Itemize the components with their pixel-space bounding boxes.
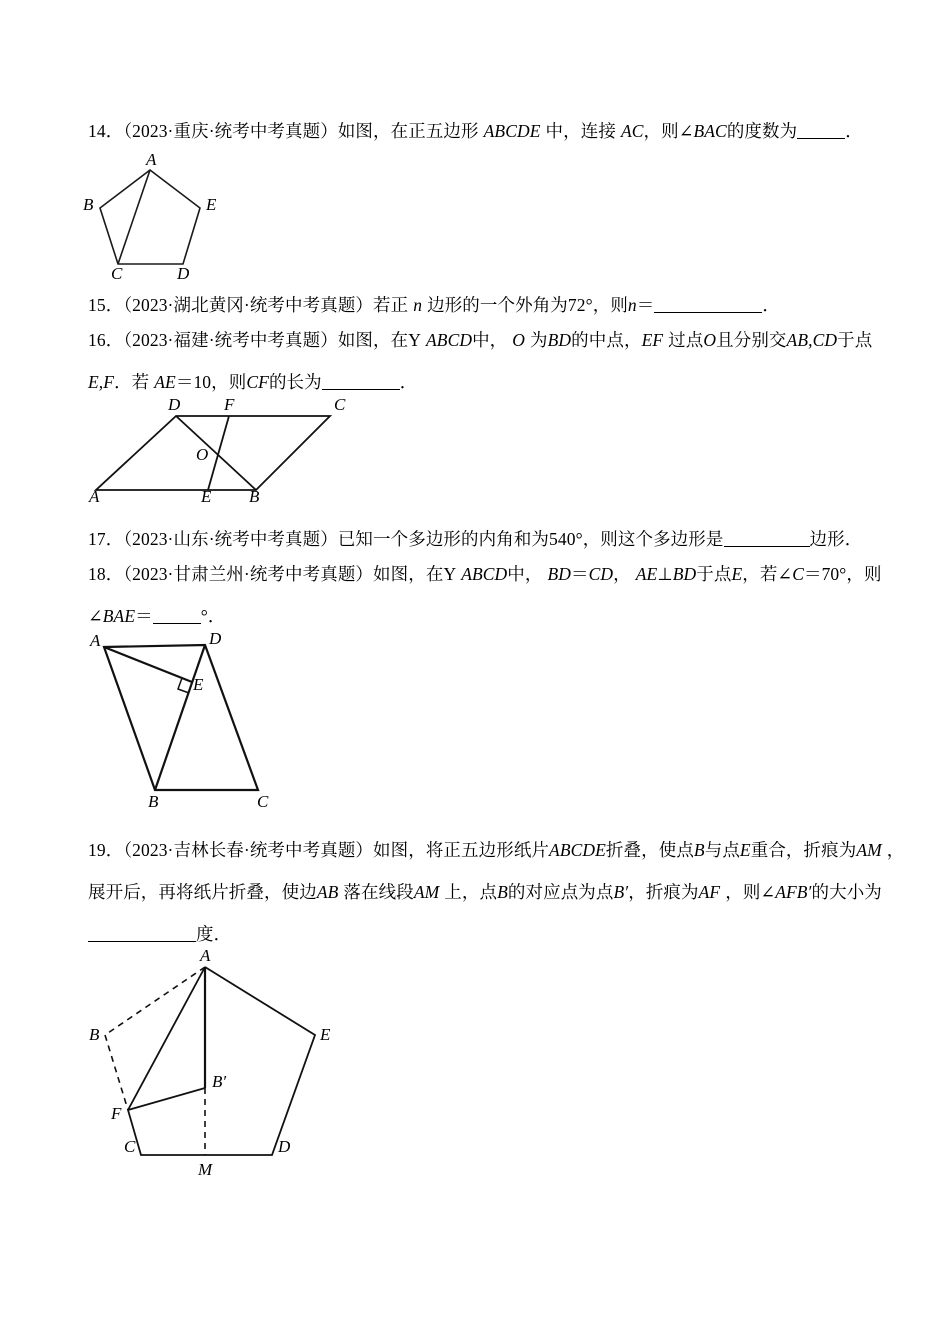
pentagon-folded-outline xyxy=(128,967,315,1155)
question-16 xyxy=(88,323,878,399)
figure-q18-parallelogram xyxy=(88,629,288,811)
question-18-math-cd: CD xyxy=(588,564,614,584)
vertex-label-M: M xyxy=(198,1160,213,1179)
vertex-label-B-prime: B′ xyxy=(212,1072,227,1091)
question-19-math-e: E xyxy=(739,840,751,860)
question-16-text-4: 的中点， xyxy=(571,330,642,350)
question-19-text-3: 与点 xyxy=(704,840,740,860)
vertex-label-B: B xyxy=(249,487,260,506)
question-15-math-n: n xyxy=(413,295,423,315)
question-16-source: （2023·福建·统考中考真题） xyxy=(123,330,338,350)
question-16-math-abcd-pair: AB,CD xyxy=(786,330,838,350)
question-18-angle-c-value: ＝70° xyxy=(803,564,847,584)
question-17-source: （2023·山东·统考中考真题） xyxy=(123,529,338,549)
pentagon-outline xyxy=(100,170,200,264)
question-17-number: 17． xyxy=(88,529,124,549)
question-19-answer-blank[interactable] xyxy=(88,941,196,942)
question-15-math-n2: n xyxy=(627,295,637,315)
vertex-label-D: D xyxy=(177,264,190,283)
vertex-label-C: C xyxy=(124,1137,136,1156)
diagonal-BD xyxy=(155,645,205,790)
question-16-math-bd: BD xyxy=(547,330,572,350)
question-15-text-2: 边形的一个外角为 xyxy=(427,295,568,315)
question-18-math-c: C xyxy=(792,564,804,584)
question-17-value-540: 540° xyxy=(549,529,583,549)
question-16-answer-blank[interactable] xyxy=(322,389,400,390)
vertex-label-E: E xyxy=(193,675,204,694)
question-18-text-2: 中， xyxy=(507,564,543,584)
question-16-line-1 xyxy=(88,323,878,357)
vertex-label-A: A xyxy=(89,487,100,506)
question-19-math-afb-prime: AFB′ xyxy=(775,882,812,902)
question-18-math-bd: BD xyxy=(547,564,572,584)
question-18-text-3: ， xyxy=(613,564,631,584)
question-18-degree-unit: °． xyxy=(200,606,226,626)
vertex-label-E: E xyxy=(320,1025,331,1044)
question-15-line-1 xyxy=(88,288,878,322)
question-15-value-72: 72° xyxy=(567,295,593,315)
perpendicular-symbol: ⊥ xyxy=(657,564,673,584)
question-14-number: 14． xyxy=(88,121,124,141)
question-19-line-1 xyxy=(88,833,905,867)
question-18 xyxy=(88,557,882,633)
question-19 xyxy=(88,833,905,951)
question-15 xyxy=(88,288,878,322)
question-18-line2-equals: ＝ xyxy=(135,606,153,626)
vertex-label-E: E xyxy=(201,487,212,506)
question-19-line2-text-6: ，则∠ xyxy=(725,882,776,902)
question-16-math-ae: AE xyxy=(154,372,176,392)
question-18-line-2 xyxy=(88,599,878,633)
question-18-line2-angle: ∠ xyxy=(88,606,103,626)
question-18-math-ae: AE xyxy=(635,564,658,584)
question-14-period: ． xyxy=(845,121,863,141)
figure-q16-parallelogram xyxy=(88,395,358,506)
vertex-label-B: B xyxy=(148,792,159,811)
question-19-math-b-prime: B′ xyxy=(613,882,629,902)
question-14-text-1: 如图，在正五边形 xyxy=(337,121,479,141)
vertex-label-F: F xyxy=(224,395,235,414)
question-19-math-b-2: B xyxy=(497,882,508,902)
question-19-math-abcde: ABCDE xyxy=(549,840,606,860)
question-16-line2-text-3: 的长为 xyxy=(268,372,322,392)
question-16-period: ． xyxy=(399,372,418,392)
question-19-math-af: AF xyxy=(698,882,721,902)
question-15-text-3: ，则 xyxy=(592,295,628,315)
question-16-line-2 xyxy=(88,365,878,399)
question-14-text-4: 的度数为 xyxy=(726,121,798,141)
question-18-math-bae: BAE xyxy=(102,606,136,626)
question-18-text-4: 于点 xyxy=(696,564,732,584)
question-19-line2-text-1: 展开后，再将纸片折叠，使边 xyxy=(88,882,317,902)
question-16-math-ef: EF xyxy=(641,330,664,350)
question-18-line-1 xyxy=(88,557,882,591)
diagonal-AC xyxy=(118,170,150,264)
question-19-math-ab: AB xyxy=(316,882,339,902)
question-19-line-2 xyxy=(88,875,882,909)
question-18-source: （2023·甘肃兰州·统考中考真题） xyxy=(123,564,374,584)
question-14-text-3: ，则∠ xyxy=(643,121,694,141)
dashed-edge-AB xyxy=(105,967,205,1035)
question-16-math-abcd: ABCD xyxy=(425,330,473,350)
question-19-text-1: 如图，将正五边形纸片 xyxy=(373,840,550,860)
vertex-label-D: D xyxy=(278,1137,291,1156)
parallelogram-symbol: Y xyxy=(443,564,457,584)
figure-q14-pentagon xyxy=(78,150,268,283)
vertex-label-E: E xyxy=(206,195,217,214)
question-18-math-abcd: ABCD xyxy=(461,564,508,584)
vertex-label-A: A xyxy=(146,150,157,169)
question-14-math-ac: AC xyxy=(620,121,644,141)
vertex-label-A: A xyxy=(90,631,101,650)
question-15-answer-blank[interactable] xyxy=(654,312,762,313)
question-19-text-4: 重合，折痕为 xyxy=(750,840,857,860)
question-16-math-cf: CF xyxy=(246,372,269,392)
question-16-math-ef-pair: E,F xyxy=(88,372,115,392)
dashed-edge-BF xyxy=(105,1035,128,1110)
question-19-text-2: 折叠，使点 xyxy=(605,840,694,860)
question-14-source: （2023·重庆·统考中考真题） xyxy=(123,121,338,141)
question-14-math-abcde: ABCDE xyxy=(483,121,541,141)
question-19-source: （2023·吉林长春·统考中考真题） xyxy=(123,840,374,860)
question-17-line-1 xyxy=(88,522,878,556)
question-14 xyxy=(88,114,878,148)
figure-q19-folded-pentagon xyxy=(88,948,348,1183)
question-16-text-7: 于点 xyxy=(837,330,873,350)
question-19-line2-text-3: 上，点 xyxy=(444,882,498,902)
question-16-text-2: 中， xyxy=(472,330,508,350)
vertex-label-D: D xyxy=(168,395,181,414)
vertex-label-D: D xyxy=(209,629,222,648)
question-15-number: 15． xyxy=(88,295,124,315)
question-18-math-e: E xyxy=(731,564,743,584)
question-19-math-b: B xyxy=(693,840,705,860)
vertex-label-F: F xyxy=(111,1104,122,1123)
question-17 xyxy=(88,522,878,556)
question-18-text-6: ，则 xyxy=(846,564,882,584)
vertex-label-A: A xyxy=(200,946,211,965)
question-17-text-1: 已知一个多边形的内角和为 xyxy=(337,529,550,549)
question-19-degree-unit: 度． xyxy=(196,924,232,944)
question-17-text-3: 边形． xyxy=(809,529,863,549)
question-16-text-1: 如图，在 xyxy=(337,330,409,350)
question-16-number: 16． xyxy=(88,330,124,350)
question-14-line-1 xyxy=(88,114,878,148)
question-16-ae-value: ＝10 xyxy=(175,372,212,392)
question-16-math-o: O xyxy=(512,330,526,350)
question-18-number: 18． xyxy=(88,564,124,584)
question-15-source: （2023·湖北黄冈·统考中考真题） xyxy=(123,295,374,315)
question-18-answer-blank[interactable] xyxy=(153,623,201,624)
question-15-period: ． xyxy=(762,295,780,315)
question-19-text-5: ， xyxy=(886,840,905,860)
diagonal-BD xyxy=(176,416,256,490)
segment-FBprime xyxy=(128,1088,205,1110)
question-19-line2-text-5: ，折痕为 xyxy=(628,882,699,902)
question-16-text-5: 过点 xyxy=(668,330,704,350)
question-19-line2-text-4: 的对应点为点 xyxy=(507,882,614,902)
question-14-text-2: 中，连接 xyxy=(545,121,616,141)
question-18-text-1: 如图，在 xyxy=(373,564,444,584)
question-14-answer-blank[interactable] xyxy=(797,138,845,139)
parallelogram-symbol: Y xyxy=(408,330,421,350)
question-19-number: 19． xyxy=(88,840,124,860)
segment-AE xyxy=(104,647,192,682)
question-14-math-bac: BAC xyxy=(693,121,727,141)
question-18-math-bd-2: BD xyxy=(672,564,697,584)
question-16-text-3: 为 xyxy=(530,330,548,350)
segment-EF xyxy=(208,416,229,490)
question-19-line2-text-7: 的大小为 xyxy=(811,882,882,902)
vertex-label-B: B xyxy=(89,1025,100,1044)
vertex-label-B: B xyxy=(83,195,94,214)
question-16-math-o2: O xyxy=(703,330,717,350)
question-15-text-1: 若正 xyxy=(373,295,409,315)
vertex-label-O: O xyxy=(196,445,209,464)
vertex-label-C: C xyxy=(257,792,269,811)
question-19-math-am: AM xyxy=(856,840,882,860)
question-15-equals: ＝ xyxy=(636,295,655,315)
question-17-text-2: ，则这个多边形是 xyxy=(582,529,724,549)
parallelogram-outline xyxy=(96,416,330,490)
question-18-text-5: ，若∠ xyxy=(742,564,793,584)
vertex-label-C: C xyxy=(334,395,346,414)
question-19-line2-text-2: 落在线段 xyxy=(343,882,414,902)
question-16-line2-text-1: ．若 xyxy=(114,372,150,392)
question-16-text-6: 且分别交 xyxy=(716,330,787,350)
question-17-answer-blank[interactable] xyxy=(724,546,810,547)
vertex-label-C: C xyxy=(111,264,123,283)
question-18-equals-1: ＝ xyxy=(571,564,589,584)
question-19-math-am-2: AM xyxy=(413,882,440,902)
question-16-line2-text-2: ，则 xyxy=(211,372,247,392)
